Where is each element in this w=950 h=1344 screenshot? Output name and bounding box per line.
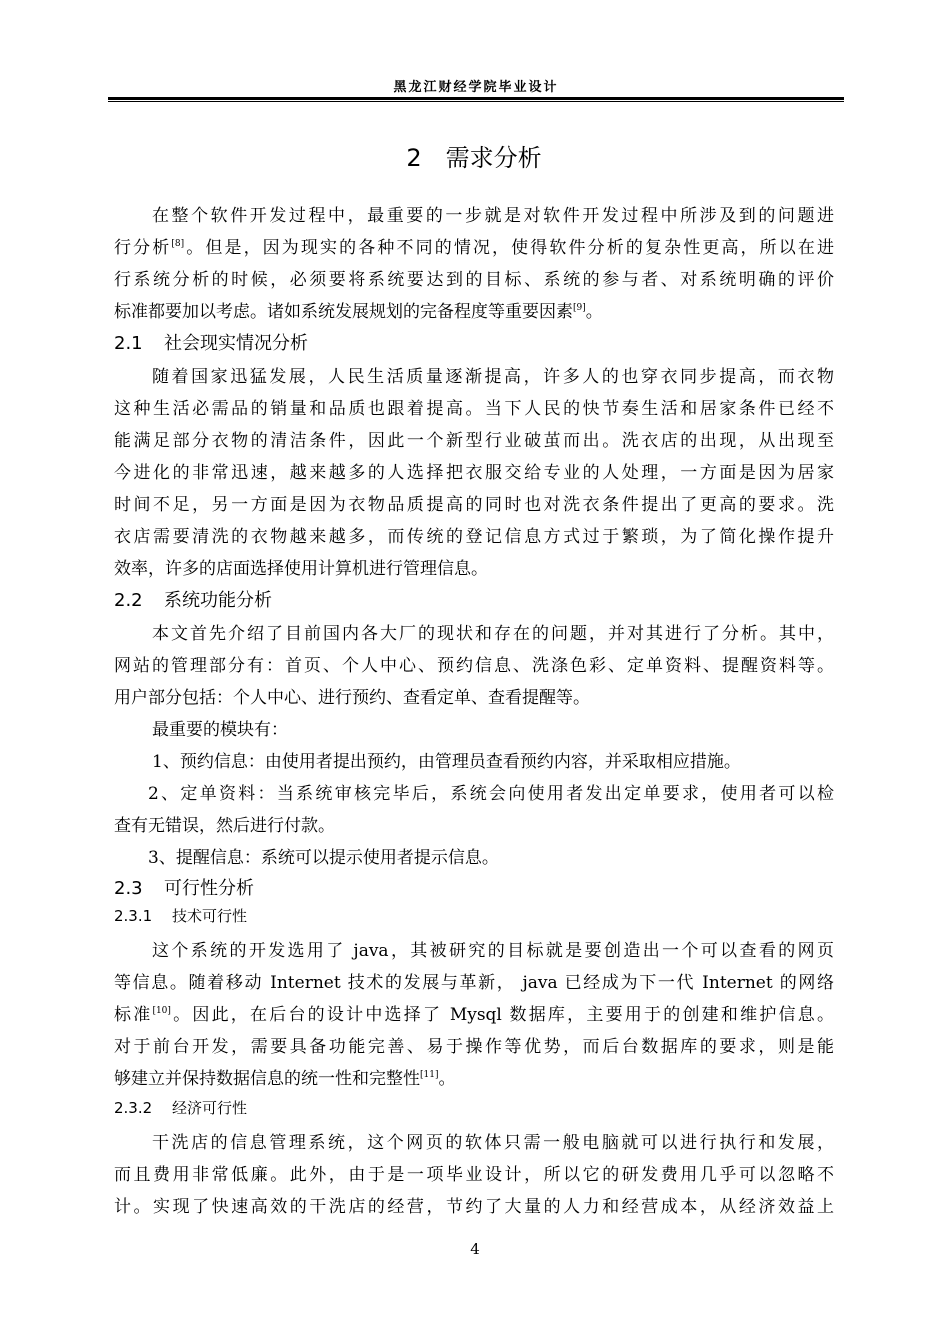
- intro-line-3: 行系统分析的时候，必须要将系统要达到的目标、系统的参与者、对系统明确的评价: [114, 270, 834, 290]
- page-number: 4: [470, 1240, 480, 1258]
- s22-line-3: 用户部分包括：个人中心、进行预约、查看定单、查看提醒等。: [114, 688, 590, 708]
- s21-line-2: 这种生活必需品的销量和品质也跟着提高。当下人民的快节奏生活和居家条件已经不: [114, 399, 834, 419]
- s22-line-1: 本文首先介绍了目前国内各大厂的现状和存在的问题，并对其进行了分析。其中，: [152, 624, 834, 644]
- citation-11: [11]: [420, 1070, 439, 1080]
- section-2-2-heading: 2.2 系统功能分析: [114, 590, 272, 611]
- section-2-3-2-heading: 2.3.2 经济可行性: [114, 1099, 248, 1117]
- s22-list-item-3: 3、提醒信息：系统可以提示使用者提示信息。: [148, 848, 499, 868]
- s21-line-6: 衣店需要清洗的衣物越来越多，而传统的登记信息方式过于繁琐，为了简化操作提升: [114, 527, 834, 547]
- intro-line-2: 行分析[8]。但是，因为现实的各种不同的情况，使得软件分析的复杂性更高，所以在进: [114, 238, 835, 258]
- s21-line-4: 今进化的非常迅速，越来越多的人选择把衣服交给专业的人处理，一方面是因为居家: [114, 463, 834, 483]
- section-2-3-heading: 2.3 可行性分析: [114, 878, 254, 899]
- citation-10: [10]: [152, 1006, 171, 1016]
- s22-line-4: 最重要的模块有：: [152, 720, 288, 740]
- section-2-3-1-heading: 2.3.1 技术可行性: [114, 907, 248, 925]
- intro-line-4: 标准都要加以考虑。诸如系统发展规划的完备程度等重要因素[9]。: [114, 302, 603, 322]
- chapter-title: 2 需求分析: [406, 144, 542, 172]
- s22-list-item-1: 1、预约信息：由使用者提出预约，由管理员查看预约内容，并采取相应措施。: [152, 752, 741, 772]
- s21-line-5: 时间不足，另一方面是因为衣物品质提高的同时也对洗衣条件提出了更高的要求。洗: [114, 495, 834, 515]
- section-2-1-heading: 2.1 社会现实情况分析: [114, 333, 308, 354]
- citation-9: [9]: [573, 303, 586, 313]
- citation-8: [8]: [171, 239, 185, 249]
- s231-line-1: 这个系统的开发选用了 java，其被研究的目标就是要创造出一个可以查看的网页: [152, 941, 834, 961]
- running-header: 黑龙江财经学院毕业设计: [393, 80, 559, 95]
- s21-line-7: 效率，许多的店面选择使用计算机进行管理信息。: [114, 559, 488, 579]
- s232-line-1: 干洗店的信息管理系统，这个网页的软体只需一般电脑就可以进行执行和发展，: [152, 1133, 834, 1153]
- s21-line-3: 能满足部分衣物的清洁条件，因此一个新型行业破茧而出。洗衣店的出现，从出现至: [114, 431, 834, 451]
- header-rule-thin: [108, 101, 844, 102]
- s232-line-3: 计。实现了快速高效的干洗店的经营，节约了大量的人力和经营成本，从经济效益上: [114, 1197, 834, 1217]
- s231-line-2: 等信息。随着移动 Internet 技术的发展与革新， java 已经成为下一代 Internet 的网络: [114, 973, 834, 993]
- s231-line-3: 标准[10]。因此，在后台的设计中选择了 Mysql 数据库，主要用于的创建和维护信息。: [114, 1005, 834, 1025]
- s22-list-item-2: 2、定单资料：当系统审核完毕后，系统会向使用者发出定单要求，使用者可以检: [148, 784, 834, 804]
- s22-list-item-2-cont: 查有无错误，然后进行付款。: [114, 816, 335, 836]
- s22-line-2: 网站的管理部分有：首页、个人中心、预约信息、洗涤色彩、定单资料、提醒资料等。: [114, 656, 834, 676]
- intro-line-1: 在整个软件开发过程中，最重要的一步就是对软件开发过程中所涉及到的问题进: [152, 206, 834, 226]
- s231-line-4: 对于前台开发，需要具备功能完善、易于操作等优势，而后台数据库的要求，则是能: [114, 1037, 834, 1057]
- s21-line-1: 随着国家迅猛发展，人民生活质量逐渐提高，许多人的也穿衣同步提高，而衣物: [152, 367, 834, 387]
- s232-line-2: 而且费用非常低廉。此外，由于是一项毕业设计，所以它的研发费用几乎可以忽略不: [114, 1165, 834, 1185]
- header-rule-thick: [108, 97, 844, 100]
- s231-line-5: 够建立并保持数据信息的统一性和完整性[11]。: [114, 1069, 456, 1089]
